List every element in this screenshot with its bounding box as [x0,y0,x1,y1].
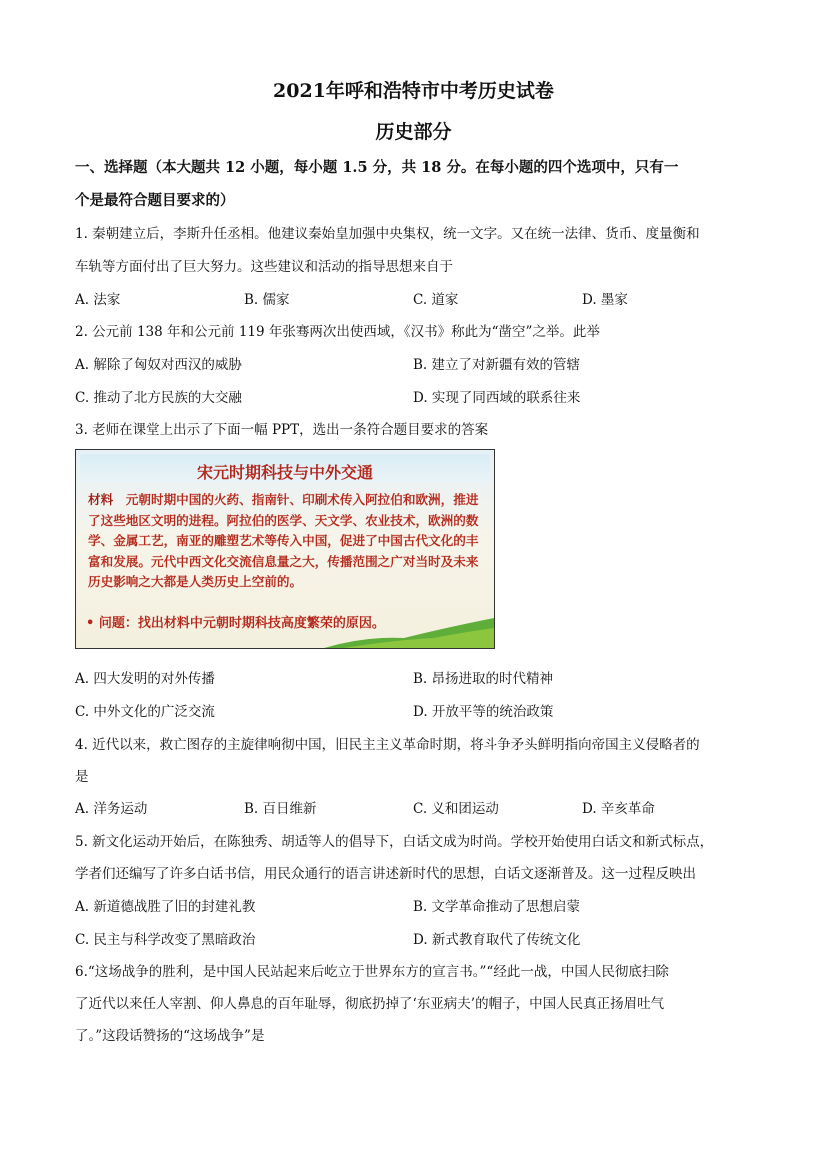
q1-option-c[interactable]: C. 道家 [413,292,459,308]
exam-subtitle: 历史部分 [375,121,452,143]
ppt-question: • 问题：找出材料中元朝时期科技高度繁荣的原因。 [86,616,385,631]
q4-stem-line1: 4. 近代以来，救亡图存的主旋律响彻中国，旧民主主义革命时期，将斗争矛头鲜明指向帝国主义侵略者的 [75,737,700,753]
q5-option-a[interactable]: A. 新道德战胜了旧的封建礼教 [75,899,256,915]
q4-option-b[interactable]: B. 百日维新 [244,801,317,817]
q5-stem-line2: 学者们还编写了许多白话书信，用民众通行的语言讲述新时代的思想，白话文逐渐普及。这一过程反映出 [75,866,696,882]
section-heading-line2: 个是最符合题目要求的） [75,192,235,209]
ppt-material-text: 元朝时期中国的火药、指南针、印刷术传入阿拉伯和欧洲，推进了这些地区文明的进程。阿拉伯的医学、天文学、农业技术，欧洲的数学、金属工艺，南亚的雕塑艺术等传入中国，促进了中国古代文化的丰富和发展。元代中西文化交流信息量之大，传播范围之广对当时及未来历史影响之大都是人类历史上空前的。 [88,492,479,589]
q2-option-d[interactable]: D. 实现了同西域的联系往来 [413,390,581,406]
ppt-image [75,449,495,649]
q2-option-a[interactable]: A. 解除了匈奴对西汉的威胁 [75,357,242,373]
exam-title: 2021年呼和浩特市中考历史试卷 [273,80,554,102]
grass-decoration-icon [324,618,494,648]
q6-stem-line1: 6.“这场战争的胜利，是中国人民站起来后屹立于世界东方的宣言书。”“经此一战，中国人民彻底扫除 [75,964,669,980]
q2-option-c[interactable]: C. 推动了北方民族的大交融 [75,390,242,406]
q3-option-c[interactable]: C. 中外文化的广泛交流 [75,704,215,720]
q6-stem-line2: 了近代以来任人宰割、仰人鼻息的百年耻辱，彻底扔掉了‘东亚病夫’的帽子，中国人民真正扬眉吐气 [75,996,665,1012]
ppt-material-label: 材料 [88,492,114,507]
q3-option-a[interactable]: A. 四大发明的对外传播 [75,671,215,687]
q5-option-c[interactable]: C. 民主与科学改变了黑暗政治 [75,932,256,948]
q3-stem: 3. 老师在课堂上出示了下面一幅 PPT，选出一条符合题目要求的答案 [75,422,489,438]
q1-stem-line2: 车轨等方面付出了巨大努力。这些建议和活动的指导思想来自于 [75,259,453,275]
section-heading-line1: 一、选择题（本大题共 12 小题，每小题 1.5 分，共 18 分。在每小题的四个选项中，只有一 [75,159,679,176]
q6-stem-line3: 了。”这段话赞扬的“这场战争”是 [75,1028,265,1044]
q1-option-b[interactable]: B. 儒家 [244,292,290,308]
q4-stem-line2: 是 [75,769,89,785]
q5-stem-line1: 5. 新文化运动开始后，在陈独秀、胡适等人的倡导下，白话文成为时尚。学校开始使用白话文和新式标点， [75,834,714,850]
q3-option-b[interactable]: B. 昂扬进取的时代精神 [413,671,554,687]
q1-option-d[interactable]: D. 墨家 [582,292,628,308]
q5-option-d[interactable]: D. 新式教育取代了传统文化 [413,932,581,948]
q3-option-d[interactable]: D. 开放平等的统治政策 [413,704,554,720]
ppt-title: 宋元时期科技与中外交通 [196,463,373,482]
q1-stem-line1: 1. 秦朝建立后，李斯升任丞相。他建议秦始皇加强中央集权，统一文字。又在统一法律、货币、度量衡和 [75,226,700,242]
q2-stem: 2. 公元前 138 年和公元前 119 年张骞两次出使西域，《汉书》称此为“凿空”之举。此举 [75,324,600,340]
q4-option-a[interactable]: A. 洋务运动 [75,801,148,817]
ppt-material [88,490,488,593]
q4-option-d[interactable]: D. 辛亥革命 [582,801,655,817]
ppt-title-bar [80,454,490,482]
q5-option-b[interactable]: B. 文学革命推动了思想启蒙 [413,899,581,915]
q4-option-c[interactable]: C. 义和团运动 [413,801,499,817]
q1-option-a[interactable]: A. 法家 [75,292,121,308]
q2-option-b[interactable]: B. 建立了对新疆有效的管辖 [413,357,581,373]
